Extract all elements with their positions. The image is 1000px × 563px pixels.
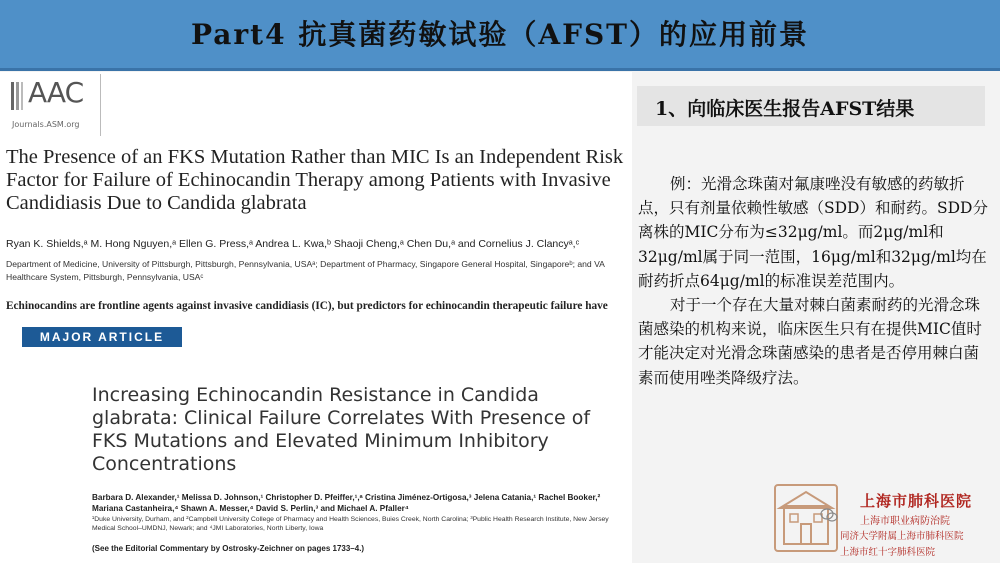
logo-divider [100, 74, 101, 136]
explanation-text [638, 172, 994, 390]
paper1-abstract: Echinocandins are frontline agents against invasive candidiasis (IC), but predictors for echinocandin therapeutic failure have [6, 300, 608, 312]
hospital-alt-name-3: 上海市红十字肺科医院 [840, 547, 936, 558]
section-heading: 1、向临床医生报告AFST结果 [655, 98, 915, 120]
section-heading-box [637, 86, 985, 126]
paper1-affiliations: Department of Medicine, University of Pittsburgh, Pittsburgh, Pennsylvania, USAᵃ; Department of Pharmacy, Singapore General Hospital, Singaporeᵇ; and VA Healthcare System, Pittsburgh, Pennsylvania, USAᶜ [6, 259, 605, 282]
hospital-alt-name-1: 上海市职业病防治院 [860, 516, 950, 527]
explanation-paragraph-1: 例：光滑念珠菌对氟康唑没有敏感的药敏折点，只有剂量依赖性敏感（SDD）和耐药。SDD分离株的MIC分布为≤32μg/ml。而2μg/ml和32μg/ml属于同一范围，16μg/ml和32μg/ml均在耐药折点64μg/ml的标准误差范围内。 [638, 175, 988, 290]
paper2-editorial-note: (See the Editorial Commentary by Ostrosky-Zeichner on pages 1733–4.) [92, 544, 365, 553]
paper1-authors: Ryan K. Shields,ᵃ M. Hong Nguyen,ᵃ Ellen G. Press,ᵃ Andrea L. Kwa,ᵇ Shaoji Cheng,ᵃ Chen Du,ᵃ and Cornelius J. Clancyᵃ,ᶜ [6, 238, 580, 250]
aac-logo [8, 76, 100, 134]
major-article-badge: MAJOR ARTICLE [22, 327, 182, 347]
wechat-icon [820, 508, 838, 522]
aac-logo-subtitle: Journals.ASM.org [12, 120, 80, 129]
title-underline [0, 68, 1000, 71]
explanation-paragraph-2: 对于一个存在大量对棘白菌素耐药的光滑念珠菌感染的机构来说，临床医生只有在提供MIC值时才能决定对光滑念珠菌感染的患者是否停用棘白菌素而使用唑类降级疗法。 [638, 296, 982, 387]
title-bar [0, 0, 1000, 68]
hospital-name: 上海市肺科医院 [860, 492, 973, 510]
hospital-alt-name-2: 同济大学附属上海市肺科医院 [840, 531, 964, 542]
hospital-watermark [770, 484, 998, 562]
paper1-title: The Presence of an FKS Mutation Rather than MIC Is an Independent Risk Factor for Failure of Echinocandin Therapy among Patients with Invasive Candidiasis Due to Candida glabrata [6, 146, 624, 214]
paper2-affiliations: ¹Duke University, Durham, and ²Campbell University College of Pharmacy and Health Sciences, Buies Creek, North Carolina; ³Public Health Research Institute, New Jersey Medical School–UMDNJ, Newark; and ⁴JMI Laboratories, North Liberty, Iowa [92, 516, 609, 532]
paper2-title: Increasing Echinocandin Resistance in Candida glabrata: Clinical Failure Correlates With Presence of FKS Mutations and Elevated Minimum Inhibitory Concentrations [92, 384, 591, 475]
aac-logo-icon [10, 80, 24, 112]
paper2-authors: Barbara D. Alexander,¹ Melissa D. Johnson,¹ Christopher D. Pfeiffer,¹,ᵃ Cristina Jiménez-Ortigosa,³ Jelena Catania,¹ Rachel Booker,² Mariana Castanheira,⁴ Shawn A. Messer,⁴ David S. Perlin,³ and Michael A. Pfaller⁴ [92, 493, 601, 513]
aac-logo-text: AAC [28, 76, 84, 109]
slide-title: Part4 抗真菌药敏试验（AFST）的应用前景 [190, 18, 810, 51]
